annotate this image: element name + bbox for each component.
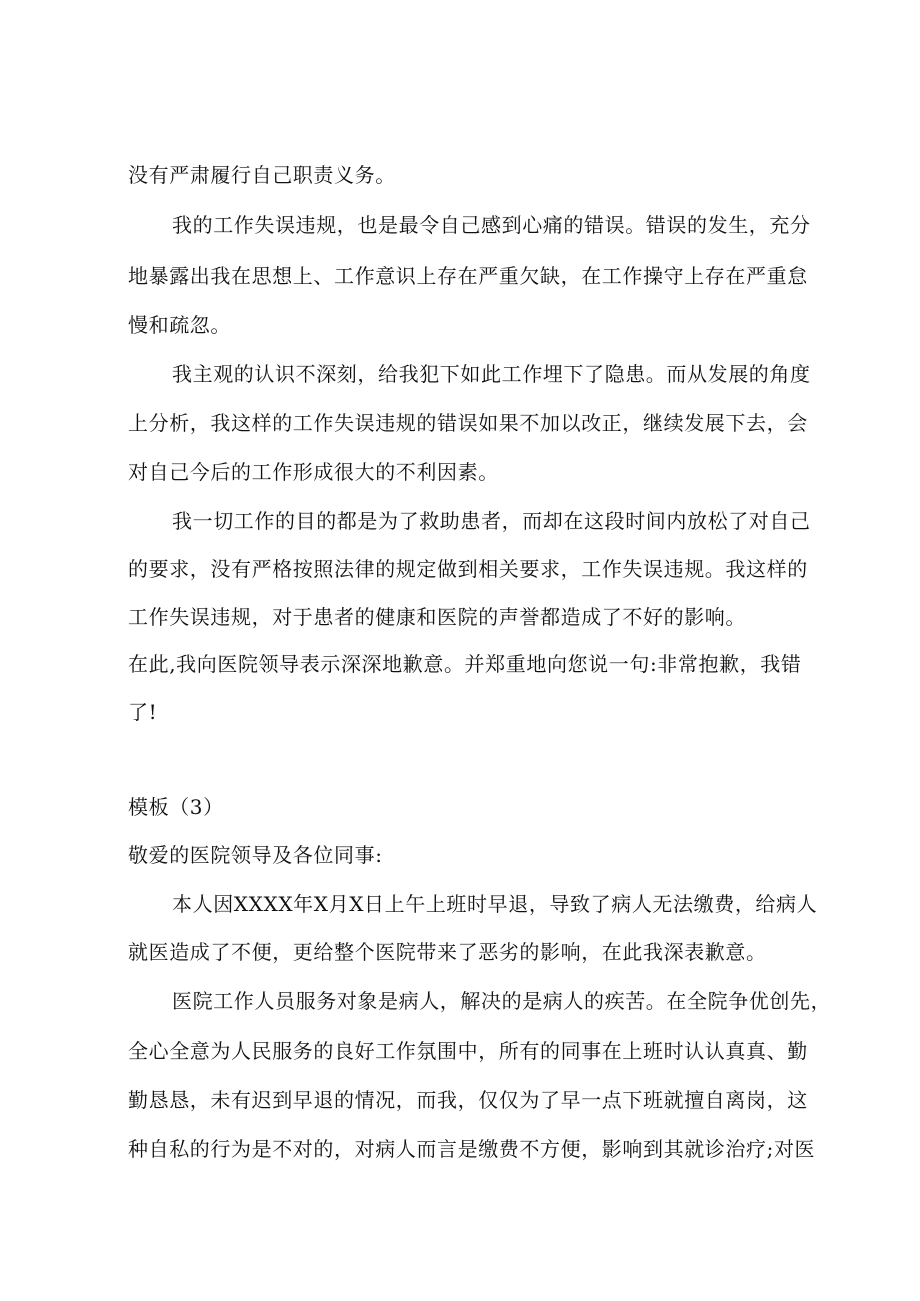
paragraph-line: 在此,我向医院领导表示深深地歉意。并郑重地向您说一句:非常抱歉，我错 [128,652,802,676]
paragraph-line: 没有严肃履行自己职责义务。 [128,163,396,187]
paragraph-line: 了! [128,700,158,724]
paragraph-line: 就医造成了不便，更给整个医院带来了恶劣的影响，在此我深表歉意。 [128,940,767,964]
paragraph-line: 上分析，我这样的工作失误违规的错误如果不加以改正，继续发展下去，会 [128,411,808,435]
paragraph-line: 我主观的认识不深刻，给我犯下如此工作埋下了隐患。而从发展的角度 [172,362,811,386]
paragraph-line: 对自己今后的工作形成很大的不利因素。 [128,460,499,484]
paragraph-line: 勤恳恳，未有迟到早退的情况，而我，仅仅为了早一点下班就擅自离岗，这 [128,1088,808,1112]
salutation: 敬爱的医院领导及各位同事: [128,843,383,867]
paragraph-line: 工作失误违规，对于患者的健康和医院的声誉都造成了不好的影响。 [128,605,746,629]
paragraph-line: 种自私的行为是不对的，对病人而言是缴费不方便，影响到其就诊治疗;对医 [128,1137,816,1161]
paragraph-line: 我的工作失误违规，也是最令自己感到心痛的错误。错误的发生，充分 [172,213,811,237]
paragraph-line: 我一切工作的目的都是为了救助患者，而却在这段时间内放松了对自己 [172,509,811,533]
paragraph-line: 的要求，没有严格按照法律的规定做到相关要求，工作失误违规。我这样的 [128,557,808,581]
paragraph-line: 医院工作人员服务对象是病人，解决的是病人的疾苦。在全院争优创先， [172,989,832,1013]
paragraph-line: 全心全意为人民服务的良好工作氛围中，所有的同事在上班时认认真真、勤 [128,1039,808,1063]
section-heading: 模板（3） [128,795,224,819]
paragraph-line: 地暴露出我在思想上、工作意识上存在严重欠缺，在工作操守上存在严重怠 [128,264,808,288]
paragraph-line: 慢和疏忽。 [128,313,231,337]
paragraph-line: 本人因XXXX年X月X日上午上班时早退，导致了病人无法缴费，给病人 [172,892,818,916]
